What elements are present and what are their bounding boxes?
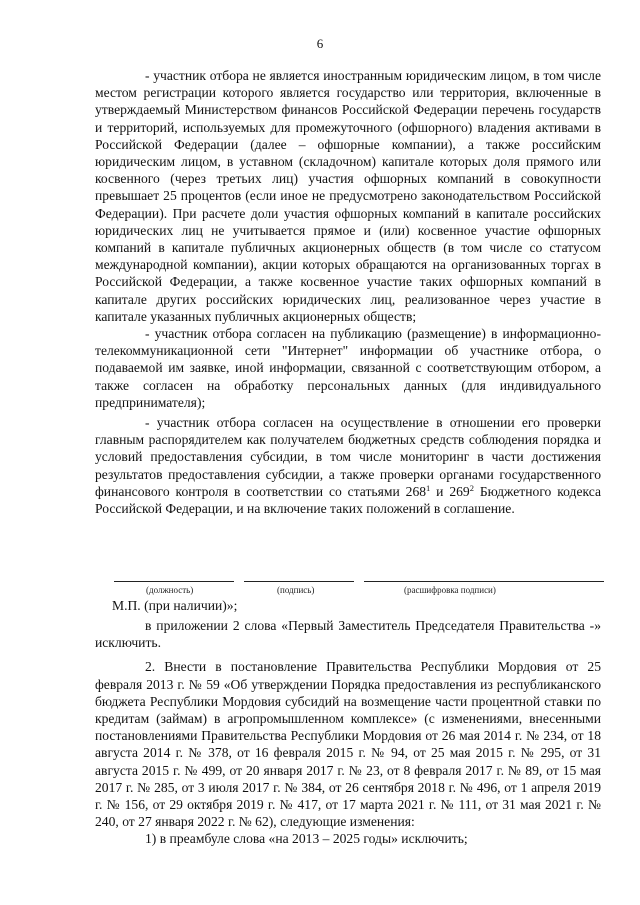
- paragraph-appendix-change: в приложении 2 слова «Первый Заместитель Председателя Правительства -» исключить.: [95, 618, 601, 651]
- document-body: [95, 67, 601, 517]
- article-superscript-2: 2: [469, 482, 474, 493]
- stamp-note: М.П. (при наличии)»;: [112, 598, 238, 613]
- page-number: 6: [316, 36, 324, 51]
- document-body-2: [95, 617, 601, 848]
- article-superscript-1: 1: [426, 482, 431, 493]
- audit-text-end: Бюджетного кодекса Российской Федерации, и на включение таких положений в соглашение.: [95, 483, 601, 517]
- audit-text-mid: и 269: [430, 483, 470, 499]
- paragraph-audit-consent: [95, 414, 601, 517]
- decode-line: [364, 581, 604, 582]
- position-label: (должность): [146, 585, 194, 595]
- paragraph-preamble-change: 1) в преамбуле слова «на 2013 – 2025 годы» исключить;: [145, 831, 468, 847]
- paragraph-publication-consent: - участник отбора согласен на публикацию (размещение) в информационно-телекоммуникационной сети "Интернет" информации об участнике отбора, о подаваемой им заявке, иной информации, связанной с соответствующим отбором, а также согласен на обработку персональных данных (для индивидуального предпринимателя);: [95, 326, 601, 410]
- paragraph-amendment-2: 2. Внести в постановление Правительства Республики Мордовия от 25 февраля 2013 г. № 59 «Об утверждении Порядка предоставления из республиканского бюджета Республики Мордовия субсидий на возмещение части процентной ставки по кредитам (займам) в агропромышленном комплексе» (с изменениями, внесенными постановлениями Правительства Республики Мордовия от 26 мая 2014 г. № 234, от 18 августа 2014 г. № 378, от 16 февраля 2015 г. № 94, от 25 мая 2015 г. № 295, от 31 августа 2015 г. № 499, от 20 января 2017 г. № 23, от 8 февраля 2017 г. № 89, от 15 мая 2017 г. № 285, от 3 июля 2017 г. № 384, от 26 сентября 2018 г. № 496, от 1 апреля 2019 г. № 156, от 29 октября 2019 г. № 417, от 17 марта 2021 г. № 111, от 31 мая 2021 г. № 240, от 27 января 2022 г. № 62), следующие изменения:: [95, 659, 601, 830]
- audit-text-start: - участник отбора согласен на осуществление в отношении его проверки главным распорядителем как получателем бюджетных средств соблюдения порядка и условий предоставления субсидии, в том числе мониторинг в части достижения результатов предоставления субсидии, а также проверки органами государственного финансового контроля в соответствии со статьями 268: [95, 415, 601, 499]
- signature-line: [244, 581, 354, 582]
- signature-label: (подпись): [277, 585, 315, 595]
- position-line: [114, 581, 234, 582]
- paragraph-offshore-condition: - участник отбора не является иностранным юридическим лицом, в том числе местом регистрации которого является государство или территория, включенные в утверждаемый Министерством финансов Российской Федерации перечень государств и территорий, используемых для промежуточного (офшорного) владения активами в Российской Федерации (далее – офшорные компании), а также российским юридическим лицом, в уставном (складочном) капитале которых доля прямого или косвенного (через третьих лиц) участия офшорных компаний в совокупности превышает 25 процентов (если иное не предусмотрено законодательством Российской Федерации). При расчете доли участия офшорных компаний в капитале российских юридических лиц не учитывается прямое и (или) косвенное участие офшорных компаний в капитале публичных акционерных обществ (в том числе со статусом международной компании), акции которых обращаются на организованных торгах в Российской Федерации, а также косвенное участие таких офшорных компаний в капитале других российских юридических лиц, реализованное через участие в капитале указанных публичных акционерных обществ;: [95, 68, 601, 324]
- decode-label: (расшифровка подписи): [404, 585, 496, 595]
